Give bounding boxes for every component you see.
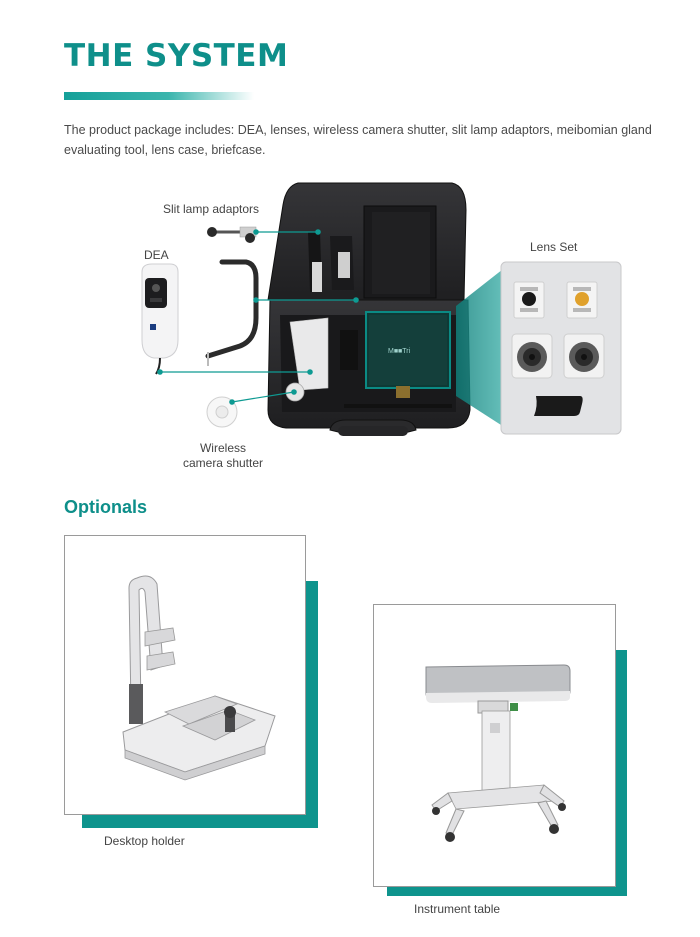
title-underline	[64, 92, 254, 100]
briefcase-image	[268, 183, 470, 436]
callout-dea: DEA	[144, 248, 169, 262]
intro-paragraph: The product package includes: DEA, lenses, wireless camera shutter, slit lamp adaptors, meibomian gland evaluating tool, lens case, briefcase.	[64, 123, 652, 157]
dea-device-image	[142, 264, 178, 374]
callout-lens-set: Lens Set	[530, 240, 578, 254]
lens-set-image	[501, 262, 621, 434]
callout-wireless-line1: Wireless	[199, 441, 246, 455]
callout-wireless-line2: camera shutter	[182, 456, 264, 470]
system-illustration	[100, 175, 630, 475]
desktop-holder-caption: Desktop holder	[104, 834, 185, 848]
callout-slit-lamp-adaptors: Slit lamp adaptors	[163, 202, 260, 216]
callout-wireless-shutter	[170, 441, 276, 471]
optionals-heading: Optionals	[64, 497, 148, 517]
instrument-table-caption: Instrument table	[414, 902, 501, 916]
instrument-table-card	[373, 604, 616, 887]
instrument-table-image	[374, 605, 616, 887]
desktop-holder-card	[64, 535, 306, 815]
case-label: M■■Tri	[388, 348, 411, 355]
slit-lamp-adaptors-image	[207, 227, 256, 366]
desktop-holder-image	[65, 536, 306, 815]
page-title: THE SYSTEM	[64, 38, 289, 74]
